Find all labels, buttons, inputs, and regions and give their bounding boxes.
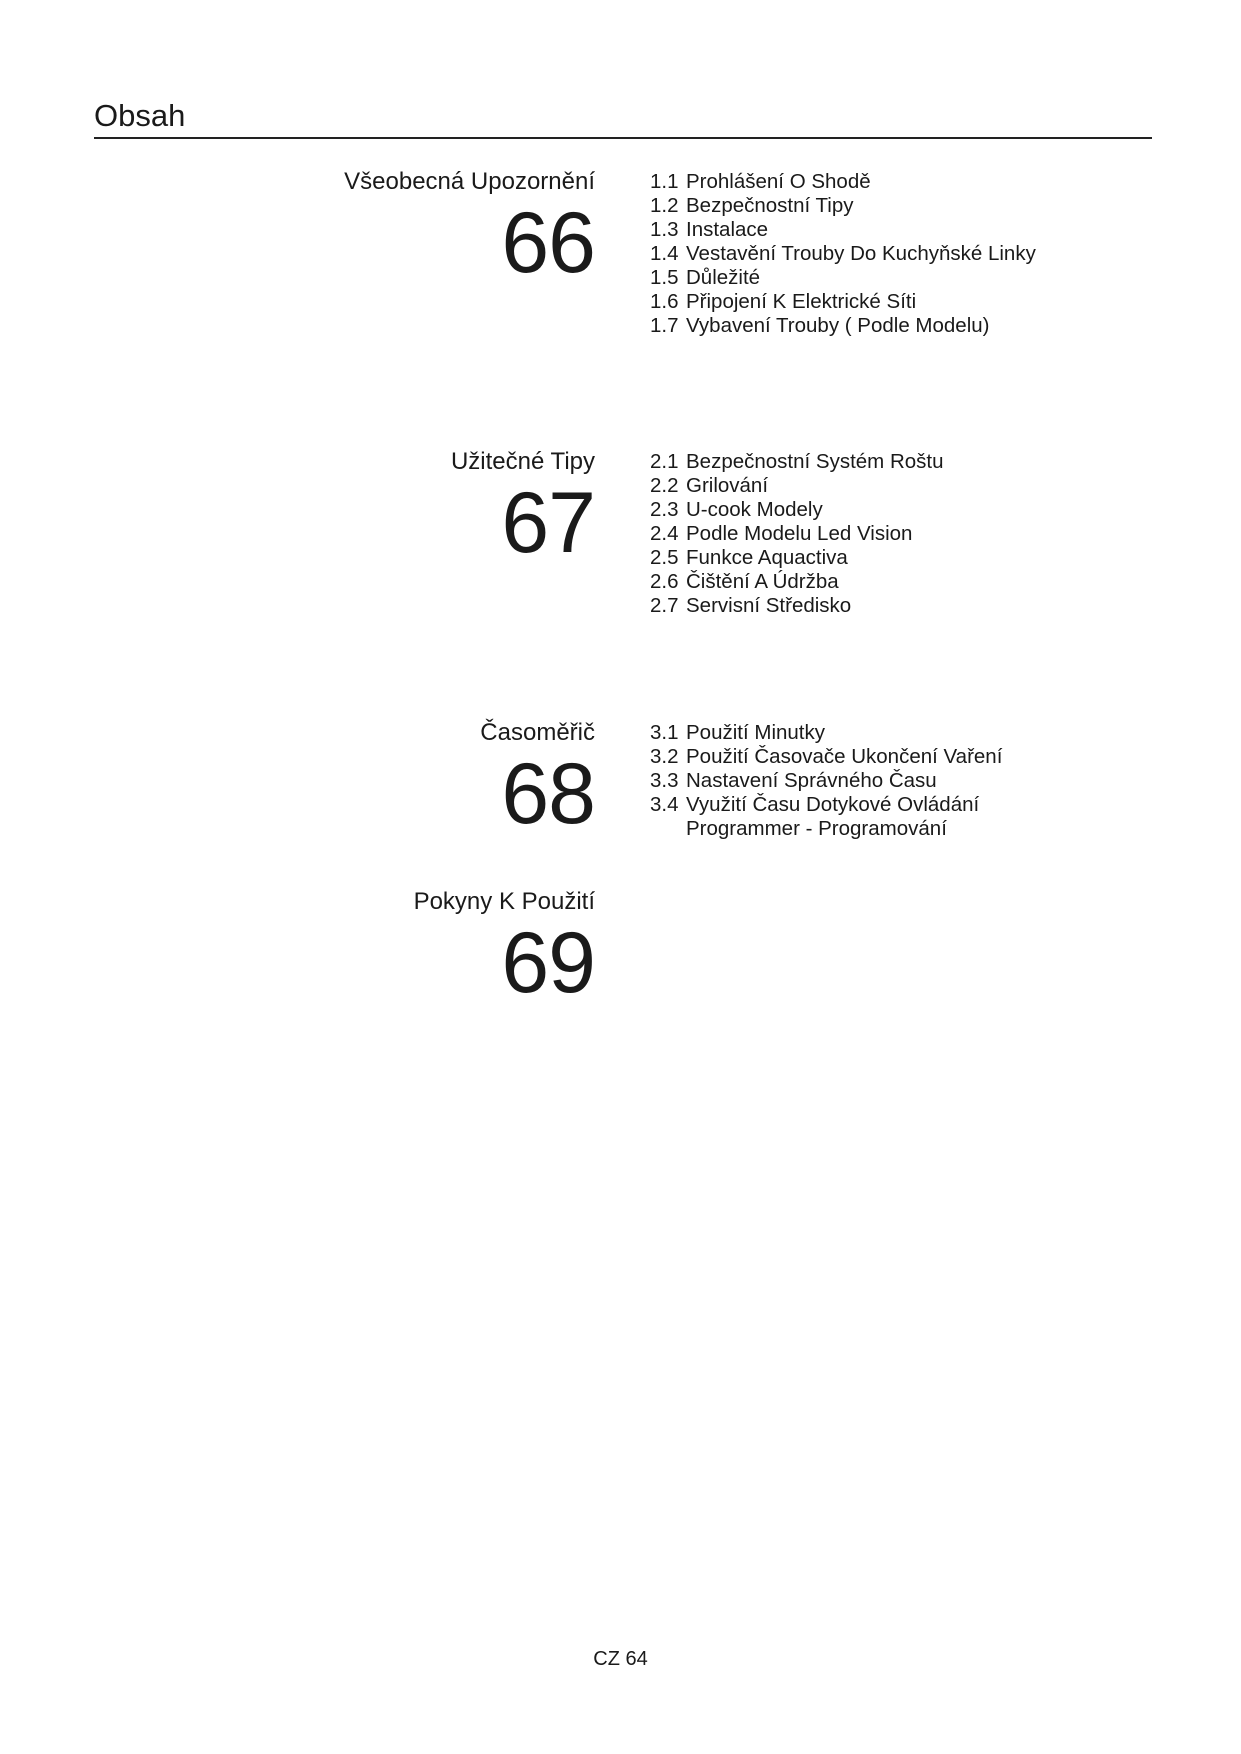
toc-item-number: 2.2 [650, 474, 679, 497]
toc-item-label: Připojení K Elektrické Síti [686, 290, 917, 313]
toc-item-number: 1.4 [650, 242, 679, 265]
toc-item[interactable] [650, 218, 1036, 242]
toc-item[interactable] [650, 450, 944, 474]
toc-item[interactable] [650, 266, 1036, 290]
toc-item[interactable] [650, 546, 944, 570]
toc-item[interactable] [650, 594, 944, 618]
toc-item-number: 2.6 [650, 570, 679, 593]
toc-item-label: Nastavení Správného Času [686, 769, 937, 792]
toc-item-number: 3.3 [650, 769, 679, 792]
section-header [450, 448, 595, 571]
toc-item[interactable] [650, 769, 1002, 793]
toc-item-label: Čištění A Údržba [686, 570, 839, 593]
toc-item[interactable] [650, 242, 1036, 266]
toc-item-continuation[interactable] [650, 817, 1002, 841]
section-item-list [650, 450, 944, 618]
footer-page-number: CZ 64 [593, 1648, 648, 1670]
toc-item-label: Instalace [686, 218, 769, 241]
toc-item[interactable] [650, 793, 1002, 817]
toc-item[interactable] [650, 474, 944, 498]
toc-item-number: 1.6 [650, 290, 679, 313]
toc-item[interactable] [650, 194, 1036, 218]
toc-item[interactable] [650, 170, 1036, 194]
toc-item-label: Důležité [686, 266, 761, 289]
toc-item-number: 2.5 [650, 546, 679, 569]
toc-item-label: Bezpečnostní Systém Roštu [686, 450, 944, 473]
section-heading: Pokyny K Použití [413, 888, 595, 915]
toc-item[interactable] [650, 498, 944, 522]
section-header [480, 719, 595, 842]
toc-item-number: 1.7 [650, 314, 679, 337]
toc-item-number: 1.1 [650, 170, 679, 193]
section-page-number: 68 [501, 746, 595, 842]
toc-item[interactable] [650, 721, 1002, 745]
section-page-number: 69 [501, 915, 595, 1011]
section-header [413, 888, 595, 1011]
toc-item-label: Použití Minutky [686, 721, 825, 744]
section-heading: Všeobecná Upozornění [344, 168, 595, 195]
section-heading: Časoměřič [480, 719, 595, 746]
section-item-list [650, 721, 1002, 841]
toc-item-number: 3.4 [650, 793, 679, 816]
toc-item-label: Prohlášení O Shodě [686, 170, 871, 193]
toc-item-label: Podle Modelu Led Vision [686, 522, 913, 545]
section-page-number: 66 [501, 195, 595, 291]
toc-item-number: 1.3 [650, 218, 679, 241]
section-item-list [650, 170, 1036, 338]
toc-item-number: 2.4 [650, 522, 679, 545]
toc-item-label: Grilování [686, 474, 769, 497]
section-header [344, 168, 595, 291]
toc-item-label: Bezpečnostní Tipy [686, 194, 854, 217]
toc-item-label: Servisní Středisko [686, 594, 852, 617]
toc-item[interactable] [650, 290, 1036, 314]
toc-item-label: Funkce Aquactiva [686, 546, 848, 569]
toc-item-label: U-cook Modely [686, 498, 823, 521]
toc-item-label: Využití Času Dotykové Ovládání [686, 793, 980, 816]
toc-item[interactable] [650, 570, 944, 594]
toc-item-label: Vestavění Trouby Do Kuchyňské Linky [686, 242, 1036, 265]
toc-item[interactable] [650, 745, 1002, 769]
title-divider [94, 137, 1152, 139]
toc-item-number: 3.1 [650, 721, 679, 744]
toc-item-number: 3.2 [650, 745, 679, 768]
toc-item-number: 2.7 [650, 594, 679, 617]
toc-item-label: Programmer - Programování [686, 817, 947, 840]
section-heading: Užitečné Tipy [450, 448, 595, 475]
page-title: Obsah [94, 98, 186, 133]
section-page-number: 67 [501, 475, 595, 571]
toc-item-label: Použití Časovače Ukončení Vaření [686, 745, 1003, 768]
toc-item-label: Vybavení Trouby ( Podle Modelu) [686, 314, 990, 337]
toc-item-number: 2.1 [650, 450, 679, 473]
toc-item-number: 2.3 [650, 498, 679, 521]
toc-item-number: 1.5 [650, 266, 679, 289]
toc-item[interactable] [650, 314, 1036, 338]
toc-item-number: 1.2 [650, 194, 679, 217]
toc-item[interactable] [650, 522, 944, 546]
